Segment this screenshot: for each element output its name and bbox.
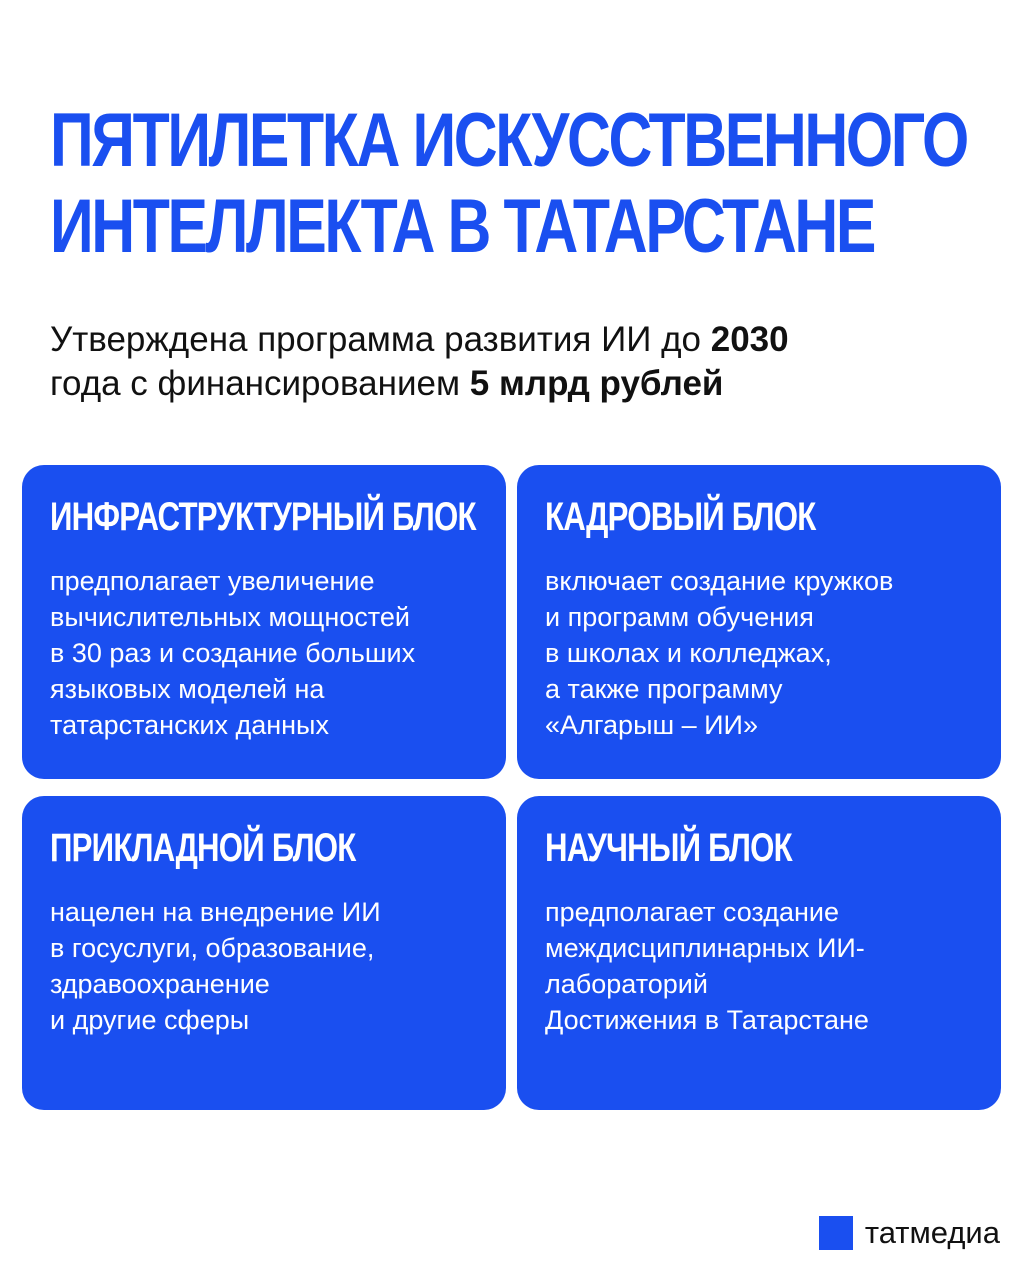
card-description: [545, 563, 975, 743]
card-science-block: [517, 796, 1001, 1110]
card-text-line: и программ обучения: [545, 602, 814, 632]
card-infrastructure-block: [22, 465, 506, 779]
card-text-line: «Алгарыш – ИИ»: [545, 710, 758, 740]
card-description: [50, 894, 480, 1038]
card-text-line: предполагает увеличение: [50, 566, 375, 596]
subtitle-year: 2030: [710, 320, 789, 359]
card-description: [545, 894, 975, 1038]
card-text-line: междисциплинарных ИИ-: [545, 933, 865, 963]
card-title: НАУЧНЫЙ БЛОК: [545, 826, 792, 870]
brand-logo: [819, 1214, 1000, 1252]
card-text-line: включает создание кружков: [545, 566, 894, 596]
card-description: [50, 563, 480, 743]
card-text-line: вычислительных мощностей: [50, 602, 410, 632]
card-text-line: здравоохранение: [50, 969, 270, 999]
subtitle: [50, 318, 970, 406]
card-text-line: татарстанских данных: [50, 710, 329, 740]
page-title-line-2: ИНТЕЛЛЕКТА В ТАТАРСТАНЕ: [50, 184, 875, 269]
card-text-line: нацелен на внедрение ИИ: [50, 897, 381, 927]
card-title: ПРИКЛАДНОЙ БЛОК: [50, 826, 356, 870]
card-text-line: и другие сферы: [50, 1005, 250, 1035]
card-text-line: языковых моделей на: [50, 674, 325, 704]
page-title: [50, 98, 967, 270]
subtitle-part-2: года с финансированием: [50, 364, 470, 403]
card-title: КАДРОВЫЙ БЛОК: [545, 495, 816, 539]
card-text-line: в 30 раз и создание больших: [50, 638, 416, 668]
page-title-line-1: ПЯТИЛЕТКА ИСКУССТВЕННОГО: [50, 98, 967, 183]
card-text-line: Достижения в Татарстане: [545, 1005, 869, 1035]
card-text-line: лабораторий: [545, 969, 708, 999]
subtitle-funding: 5 млрд рублей: [469, 364, 724, 403]
brand-name: татмедиа: [864, 1215, 1000, 1250]
card-text-line: а также программу: [545, 674, 783, 704]
card-personnel-block: [517, 465, 1001, 779]
subtitle-part-1: Утверждена программа развития ИИ до: [50, 320, 711, 359]
card-text-line: в госуслуги, образование,: [50, 933, 375, 963]
card-text-line: в школах и колледжах,: [545, 638, 832, 668]
card-text-line: предполагает создание: [545, 897, 839, 927]
card-title: ИНФРАСТРУКТУРНЫЙ БЛОК: [50, 495, 476, 539]
card-applied-block: [22, 796, 506, 1110]
blue-square-icon: [819, 1216, 853, 1250]
